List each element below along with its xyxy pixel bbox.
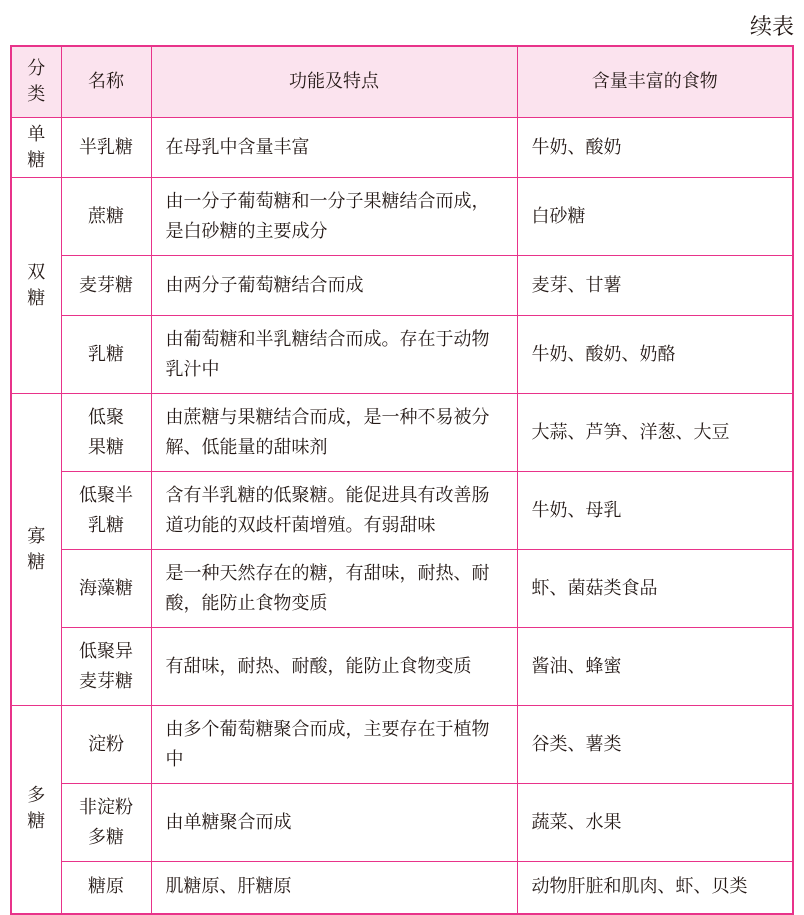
foods-cell: 牛奶、酸奶、奶酪 bbox=[517, 316, 793, 394]
table-row bbox=[11, 256, 793, 316]
function-cell: 由两分子葡萄糖结合而成 bbox=[151, 256, 517, 316]
table-row bbox=[11, 628, 793, 706]
table-row bbox=[11, 118, 793, 178]
category-cell: 单糖 bbox=[11, 118, 61, 178]
name-cell: 低聚 果糖 bbox=[61, 394, 151, 472]
function-cell: 在母乳中含量丰富 bbox=[151, 118, 517, 178]
foods-cell: 蔬菜、水果 bbox=[517, 784, 793, 862]
category-cell: 多糖 bbox=[11, 706, 61, 914]
function-cell: 有甜味，耐热、耐酸，能防止食物变质 bbox=[151, 628, 517, 706]
function-cell: 由蔗糖与果糖结合而成，是一种不易被分解、低能量的甜味剂 bbox=[151, 394, 517, 472]
foods-cell: 白砂糖 bbox=[517, 178, 793, 256]
function-cell: 是一种天然存在的糖，有甜味，耐热、耐酸，能防止食物变质 bbox=[151, 550, 517, 628]
foods-cell: 酱油、蜂蜜 bbox=[517, 628, 793, 706]
name-cell: 低聚半 乳糖 bbox=[61, 472, 151, 550]
function-cell: 由葡萄糖和半乳糖结合而成。存在于动物乳汁中 bbox=[151, 316, 517, 394]
table-body bbox=[11, 118, 793, 914]
continued-label: 续表 bbox=[749, 15, 794, 40]
name-cell: 非淀粉 多糖 bbox=[61, 784, 151, 862]
foods-cell: 谷类、薯类 bbox=[517, 706, 793, 784]
table-row bbox=[11, 862, 793, 914]
name-cell: 蔗糖 bbox=[61, 178, 151, 256]
table-row bbox=[11, 316, 793, 394]
name-cell: 淀粉 bbox=[61, 706, 151, 784]
foods-cell: 牛奶、母乳 bbox=[517, 472, 793, 550]
header-foods: 含量丰富的食物 bbox=[517, 46, 793, 118]
table-row bbox=[11, 706, 793, 784]
header-function: 功能及特点 bbox=[151, 46, 517, 118]
header-category: 分类 bbox=[11, 46, 61, 118]
table-row bbox=[11, 784, 793, 862]
name-cell: 乳糖 bbox=[61, 316, 151, 394]
sugar-classification-table bbox=[10, 45, 794, 915]
name-cell: 糖原 bbox=[61, 862, 151, 914]
function-cell: 含有半乳糖的低聚糖。能促进具有改善肠道功能的双歧杆菌增殖。有弱甜味 bbox=[151, 472, 517, 550]
foods-cell: 虾、菌菇类食品 bbox=[517, 550, 793, 628]
function-cell: 肌糖原、肝糖原 bbox=[151, 862, 517, 914]
table-row bbox=[11, 178, 793, 256]
category-cell: 寡糖 bbox=[11, 394, 61, 706]
function-cell: 由一分子葡萄糖和一分子果糖结合而成，是白砂糖的主要成分 bbox=[151, 178, 517, 256]
function-cell: 由多个葡萄糖聚合而成，主要存在于植物中 bbox=[151, 706, 517, 784]
category-cell: 双糖 bbox=[11, 178, 61, 394]
table-row bbox=[11, 550, 793, 628]
header-row bbox=[11, 46, 793, 118]
foods-cell: 牛奶、酸奶 bbox=[517, 118, 793, 178]
table-row bbox=[11, 394, 793, 472]
name-cell: 麦芽糖 bbox=[61, 256, 151, 316]
foods-cell: 麦芽、甘薯 bbox=[517, 256, 793, 316]
name-cell: 低聚异 麦芽糖 bbox=[61, 628, 151, 706]
foods-cell: 大蒜、芦笋、洋葱、大豆 bbox=[517, 394, 793, 472]
header-name: 名称 bbox=[61, 46, 151, 118]
name-cell: 半乳糖 bbox=[61, 118, 151, 178]
name-cell: 海藻糖 bbox=[61, 550, 151, 628]
function-cell: 由单糖聚合而成 bbox=[151, 784, 517, 862]
foods-cell: 动物肝脏和肌肉、虾、贝类 bbox=[517, 862, 793, 914]
table-row bbox=[11, 472, 793, 550]
